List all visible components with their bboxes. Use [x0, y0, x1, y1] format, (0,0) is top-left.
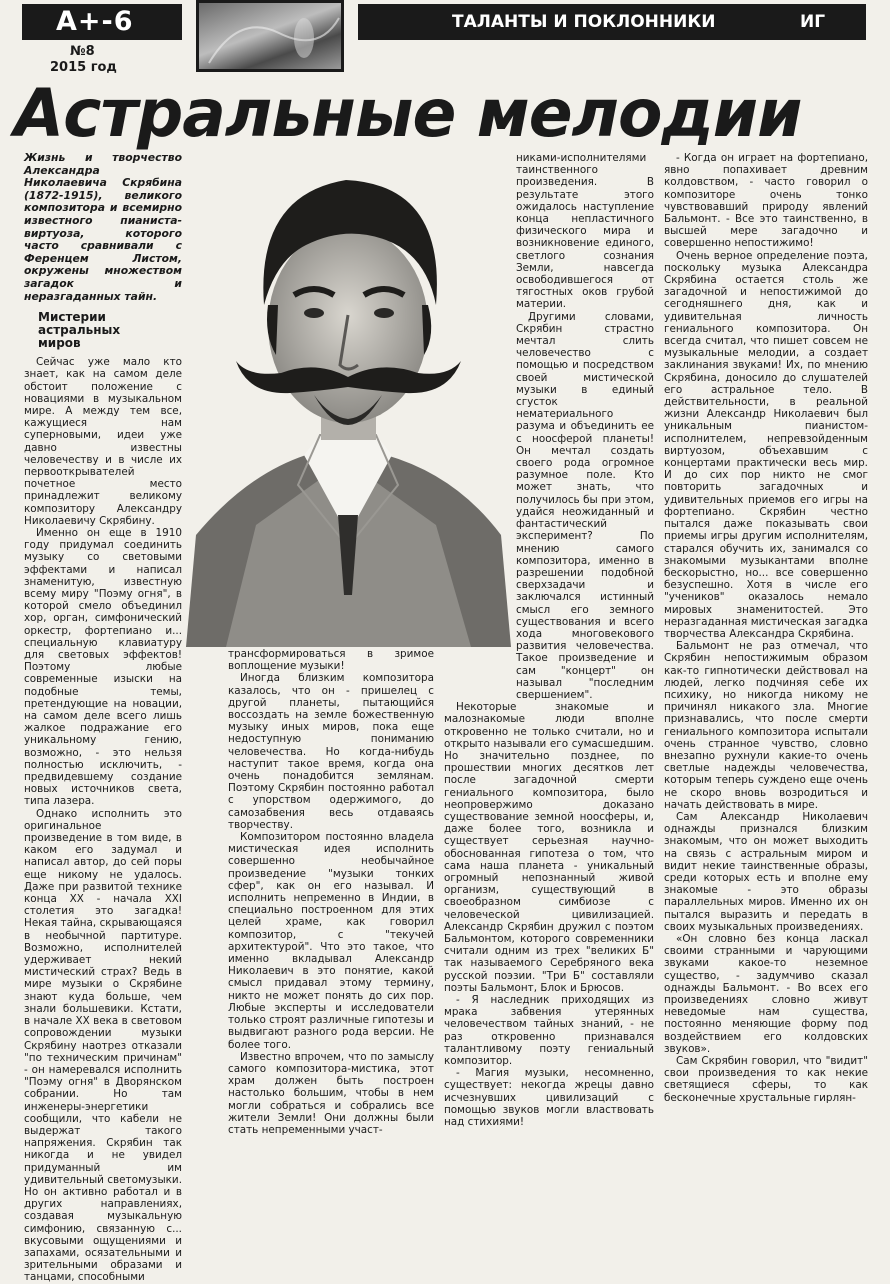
paragraph: Композитором постоянно владела мистическая идея исполнить совершенно необычайное произведение "музыки тонких сфер", как он его называл. И исполнить непременно в Индии, в специально построенном для этих целей храме, как говорил композитор, с "текучей архитектурой". Что это такое, что именно вкладывал Александр Николаевич в это понятие, какой смысл придавал этому термину, никто не может понять до сих пор. Любые эксперты и исследователи только строят различные гипотезы и выдвигают разного рода версии. Не более того.: [228, 831, 434, 1051]
paragraph: никами-исполнителями таинственного произведения. В результате этого ожидалось наступление конца непластичного физического мира и возникновение единого, светлого сознания Земли, навсегда освободившегося от тягостных оков грубой материи.: [516, 152, 654, 311]
paragraph: - Магия музыки, несомненно, существует: некогда жрецы давно исчезнувших цивилизаций с помощью звуков могли властвовать над стихиями!: [444, 1067, 654, 1129]
paragraph: Именно он еще в 1910 году придумал соединить музыку со световыми эффектами и написал знаменитую, известную всему миру "Поэму огня", в которой смело объединил хор, орган, симфонический оркестр, фортепиано и... специальную клавиатуру для световых эффектов! Поэтому любые современные изыски на подобные темы, претендующие на новации, на самом деле всего лишь жалкое подражание его уникальному гению, возможно, - это нельзя полностью исключить, - предвидевшему создание новых источников света, типа лазера.: [24, 526, 182, 808]
section-title: ТАЛАНТЫ И ПОКЛОННИКИ: [452, 12, 716, 32]
section-code: ИГ: [800, 12, 826, 32]
article-lead: [24, 152, 182, 303]
paragraph: Другими словами, Скрябин страстно мечтал слить человечество с помощью и посредством своей мистической музыки в единый сгусток нематериального разума и объединить ее с ноосферой планеты! Он мечтал создать своего рода огромное разумное поле. Кто может знать, что получилось бы при этом, удайся неожиданный и фантастический эксперимент? По мнению самого композитора, именно в разрешении подобной сверхзадачи и заключался истинный смысл его земного существования и всего хода многовекового развития человечества. Такое произведение и сам "концерт" он называл "последним свершением".: [516, 310, 654, 701]
paragraph: Бальмонт не раз отмечал, что Скрябин непостижимым образом как-то гипнотически действовал на людей, легко подчиняя себе их психику, но никогда никому не причинял никакого зла. Многие признавались, что после смерти гениального композитора испытали очень странное чувство, словно внезапно рухнули какие-то очень светлые надежды человечества, которым теперь суждено еще очень не скоро вновь возродиться и начать действовать в мире.: [664, 640, 868, 811]
subhead-line: Мистерии: [38, 310, 106, 325]
brand-logo: А+-6: [56, 6, 134, 37]
issue-year: 2015 год: [50, 60, 117, 75]
paragraph: Сейчас уже мало кто знает, как на самом деле обстоит положение с новациями в музыкальном мире. А между тем все, кажущиеся нам суперновыми, идеи уже давно известны человечеству и в числе их первооткрывателей почетное место принадлежит великому композитору Александру Николаевичу Скрябину.: [24, 356, 182, 527]
paragraph: - Когда он играет на фортепиано, явно попахивает древним колдовством, - часто говорил о композиторе очень тонко чувствовавший природу явлений Бальмонт. - Все это таинственно, в высшей мере загадочно и совершенно непостижимо!: [664, 152, 868, 250]
subhead-line: миров: [38, 336, 81, 351]
article-title: Астральные мелодии: [14, 75, 802, 152]
paragraph: Сам Александр Николаевич однажды признался близким знакомым, что он может выходить на связь с астральным миром и видит некие таинственные образы, среди которых есть и вполне ему знакомые - это образы параллельных миров. Именно их он пытался выразить и передать в своих музыкальных произведениях.: [664, 810, 868, 933]
paragraph: Сам Скрябин говорил, что "видит" свои произведения то как некие светящиеся сферы, то как бесконечные хрустальные гирлян-: [664, 1055, 868, 1104]
paragraph: «Он словно без конца ласкал своими странными и чарующими звуками какое-то неземное существо, - задумчиво сказал однажды Бальмонт. - Во всех его произведениях словно живут неведомые нам существа, постоянно меняющие форму под воздействием его колдовских звуков».: [664, 933, 868, 1055]
header-image-art: [199, 3, 341, 69]
paragraph: Очень верное определение поэта, поскольку музыка Александра Скрябина остается столь же загадочной и непостижимой до сегодняшнего дня, как и удивительная личность гениального композитора. Он всегда считал, что пишет совсем не музыкальные мелодии, а создает заклинания звуками! Их, по мнению Скрябина, доносило до слушателей его астральное тело. В действительности, в реальной жизни Александр Николаевич был уникальным пианистом-исполнителем, непревзойденным виртуозом, объехавшим с концертами практически весь мир. И до сих пор никто не смог повторить загадочных и удивительных приемов его игры на фортепиано. Скрябин честно пытался даже показывать свои приемы игры другим исполнителям, старался обучить их, занимался со знакомыми музыкантами вполне бескорыстно, но... все совершенно безуспешно. Хотя в числе его "учеников" оказалось немало мировых знаменитостей. Это неразгаданная мистическая загадка творчества Александра Скрябина.: [664, 249, 868, 640]
lead-text: Жизнь и творчество Александра Николаевича Скрябина (1872-1915), великого композитора и всемирно известного пианиста-виртуоза, которого часто сравнивали с Ференцем Листом, окружены множеством загадок и неразгаданных тайн.: [24, 151, 182, 303]
paragraph: Иногда близким композитора казалось, что он - пришелец с другой планеты, пытающийся воссоздать на земле божественную музыку иных миров, пока еще недоступную пониманию человечества. Но когда-нибудь наступит такое время, когда она очень понадобится землянам. Поэтому Скрябин постоянно работал с упорством одержимого, до самозабвения весь отдаваясь творчеству.: [228, 672, 434, 831]
paragraph: Известно впрочем, что по замыслу самого композитора-мистика, этот храм должен быть построен настолько большим, чтобы в нем могли собраться и собрались все жители Земли! Они должны были стать непременными участ-: [228, 1050, 434, 1136]
article-column-4: [664, 152, 868, 1104]
issue-number: №8: [70, 44, 95, 59]
subhead-line: астральных: [38, 323, 121, 338]
article-column-1: [24, 152, 182, 1284]
header-image: [196, 0, 344, 72]
paragraph: трансформироваться в зримое воплощение музыки!: [228, 648, 434, 673]
article-column-3: [444, 152, 654, 1128]
article-column-2: [228, 648, 434, 1136]
paragraph: - Я наследник приходящих из мрака забвения утерянных человечеством тайных знаний, - не раз откровенно признавался талантливому поэту гениальный композитор.: [444, 994, 654, 1068]
paragraph: Некоторые знакомые и малознакомые люди вполне откровенно не только считали, но и открыто называли его сумасшедшим. Но значительно позднее, по прошествии многих десятков лет после загадочной смерти гениального композитора, было неопровержимо доказано существование земной ноосферы, и, даже более того, возникла и существует серьезная научно-обоснованная гипотеза о том, что сама наша планета - уникальный огромный непознанный живой организм, существующий в своеобразном симбиозе с человеческой цивилизацией. Александр Скрябин дружил с поэтом Бальмонтом, которого современники считали одним из трех "великих Б" так называемого Серебряного века русской поэзии. "Три Б" составляли поэты Бальмонт, Блок и Брюсов.: [444, 701, 654, 994]
section-subheading: [38, 311, 182, 350]
paragraph: Однако исполнить это оригинальное произведение в том виде, в каком его задумал и написал автор, до сей поры еще никому не удалось. Даже при развитой технике конца XX - начала XXI столетия это загадка! Некая тайна, скрывающаяся в необычной партитуре. Возможно, исполнителей удерживает некий мистический страх? Ведь в мире музыки о Скрябине знают куда больше, чем знали большевики. Кстати, в начале XX века в световом сопровождении музыки Скрябину наотрез отказали "по техническим причинам" - он намеревался исполнить "Поэму огня" в Дворянском собрании. Но там инженеры-энергетики сообщили, что кабели не выдержат такого напряжения. Скрябин так никогда и не увидел придуманный им удивительный светомузыки. Но он активно работал и в других направлениях, создавая музыкальную симфонию, связанную с... вкусовыми ощущениями и запахами, осязательными и зрительными образами и танцами, способными: [24, 807, 182, 1284]
